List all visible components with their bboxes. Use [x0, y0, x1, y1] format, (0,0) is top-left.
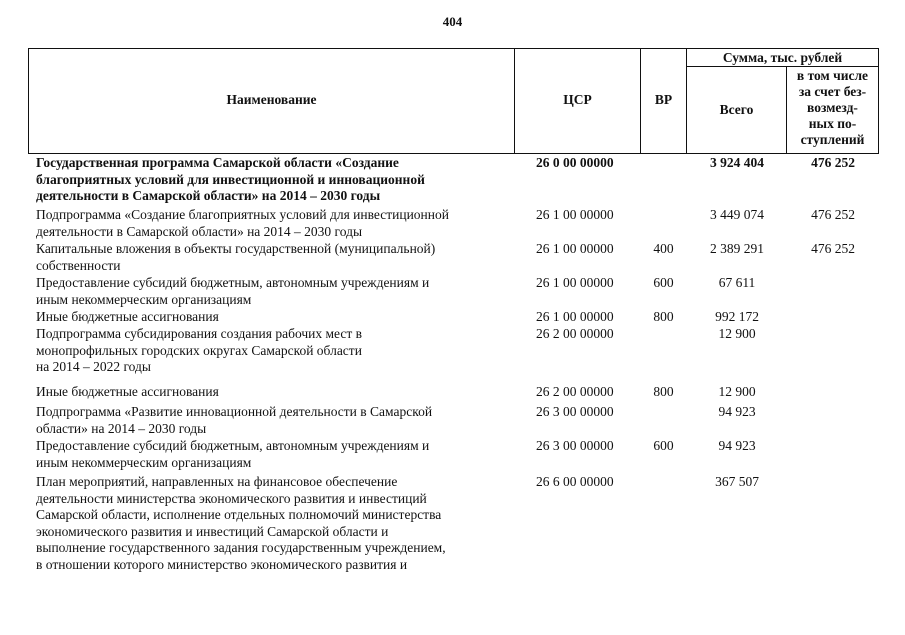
row-name	[36, 275, 506, 308]
row-name	[36, 155, 506, 205]
row-name-line: монопрофильных городских округах Самарской области	[36, 342, 362, 358]
row-csr: 26 3 00 00000	[536, 438, 614, 453]
row-total: 67 611	[718, 275, 756, 290]
row-name	[36, 309, 506, 326]
row-free: 476 252	[811, 241, 855, 256]
row-name-line: иным некоммерческим организациям	[36, 291, 252, 307]
row-csr: 26 1 00 00000	[536, 207, 614, 222]
row-name-line: благоприятных условий для инвестиционной и инновационной	[36, 171, 425, 187]
row-vr: 800	[653, 384, 674, 399]
row-csr: 26 2 00 00000	[536, 326, 614, 341]
row-name	[36, 207, 506, 240]
row-csr: 26 0 00 00000	[536, 155, 614, 170]
row-name-line: деятельности в Самарской области» на 2014 – 2030 годы	[36, 223, 363, 239]
row-free: 476 252	[811, 155, 855, 170]
row-vr: 400	[653, 241, 674, 256]
header-free-line-5: ступлений	[800, 132, 865, 147]
row-total: 3 924 404	[710, 155, 764, 170]
row-name-line: Предоставление субсидий бюджетным, автономным учреждениям и	[36, 438, 430, 453]
row-name-line: в отношении которого министерство экономического развития и	[36, 556, 408, 572]
row-name	[36, 241, 506, 274]
row-name	[36, 438, 506, 471]
row-csr: 26 1 00 00000	[536, 241, 614, 256]
row-name-line: Предоставление субсидий бюджетным, автономным учреждениям и	[36, 275, 430, 290]
header-free-line-1: в том числе	[796, 68, 869, 83]
row-total: 94 923	[718, 404, 756, 419]
row-name-line: Подпрограмма «Создание благоприятных условий для инвестиционной	[36, 207, 449, 222]
header-free-line-4: ных по-	[808, 116, 857, 131]
row-vr: 800	[653, 309, 674, 324]
row-csr: 26 1 00 00000	[536, 275, 614, 290]
row-name-line: выполнение государственного задания государственным учреждением,	[36, 540, 446, 555]
row-name-line: собственности	[36, 257, 121, 273]
header-free-line-3: возмезд-	[807, 100, 858, 115]
header-sum-group: Сумма, тыс. рублей	[722, 50, 843, 65]
row-vr: 600	[653, 438, 674, 453]
row-csr: 26 6 00 00000	[536, 474, 614, 489]
row-name-line: деятельности в Самарской области» на 2014 – 2030 годы	[36, 188, 381, 203]
header-vr: ВР	[654, 92, 673, 107]
row-name	[36, 474, 506, 573]
row-total: 94 923	[718, 438, 756, 453]
row-total: 2 389 291	[710, 241, 764, 256]
row-name-line: на 2014 – 2022 годы	[36, 359, 151, 374]
header-csr: ЦСР	[563, 92, 592, 107]
row-name-line: Капитальные вложения в объекты государственной (муниципальной)	[36, 241, 436, 256]
row-total: 367 507	[715, 474, 759, 489]
row-name-line: Иные бюджетные ассигнования	[36, 384, 219, 399]
row-csr: 26 3 00 00000	[536, 404, 614, 419]
page-number: 404	[442, 14, 463, 29]
row-total: 12 900	[718, 384, 756, 399]
row-name	[36, 326, 506, 376]
row-name-line: Государственная программа Самарской области «Создание	[36, 155, 399, 170]
row-name-line: Подпрограмма «Развитие инновационной деятельности в Самарской	[36, 404, 433, 419]
row-name-line: экономического развития и инвестиций Самарской области и	[36, 523, 389, 539]
row-name-line: План мероприятий, направленных на финансовое обеспечение	[36, 474, 398, 489]
row-name	[36, 404, 506, 437]
row-total: 12 900	[718, 326, 756, 341]
row-vr: 600	[653, 275, 674, 290]
row-name-line: деятельности министерства экономического развития и инвестиций	[36, 490, 427, 506]
row-name-line: Самарской области, исполнение отдельных полномочий министерства	[36, 507, 442, 522]
header-name: Наименование	[226, 92, 317, 107]
header-free-line-2: за счет без-	[798, 84, 867, 99]
row-name-line: Подпрограмма субсидирования создания рабочих мест в	[36, 326, 363, 341]
row-total: 992 172	[715, 309, 759, 324]
row-total: 3 449 074	[710, 207, 764, 222]
row-csr: 26 2 00 00000	[536, 384, 614, 399]
row-name-line: Иные бюджетные ассигнования	[36, 309, 219, 324]
row-free: 476 252	[811, 207, 855, 222]
row-name-line: иным некоммерческим организациям	[36, 454, 252, 470]
row-name	[36, 384, 506, 401]
row-name-line: области» на 2014 – 2030 годы	[36, 420, 207, 436]
header-total: Всего	[719, 102, 754, 117]
row-csr: 26 1 00 00000	[536, 309, 614, 324]
